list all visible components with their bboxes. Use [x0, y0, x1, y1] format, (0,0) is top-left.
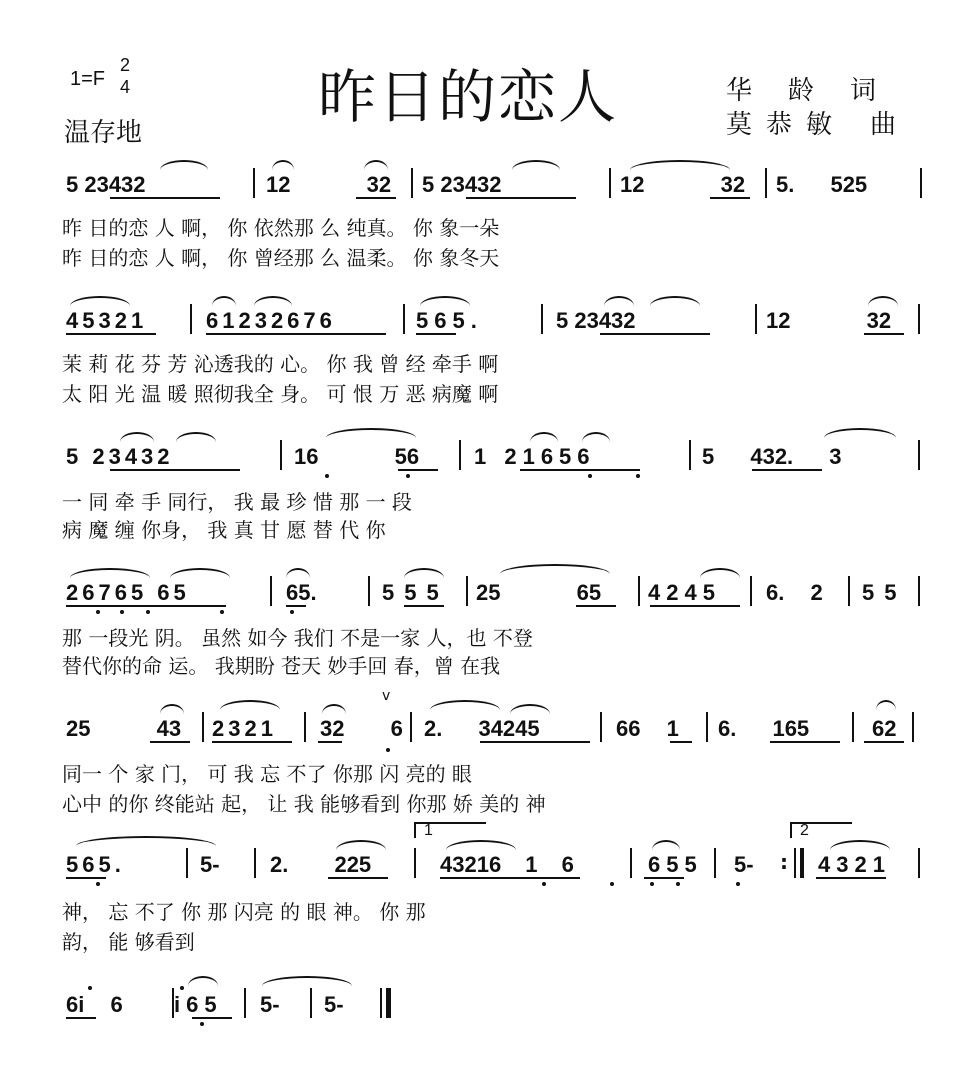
- lyricist-credit: [726, 70, 876, 107]
- time-signature: [120, 54, 130, 98]
- measure: 4245: [648, 580, 721, 605]
- measure: 4321: [818, 852, 891, 877]
- key-signature: [70, 55, 131, 97]
- measure: 16 56: [294, 444, 420, 469]
- lyrics-row-2-verse-2: 太 阳 光 温 暖 照彻我全 身。 可 恨 万 恶 病魔 啊: [62, 382, 499, 406]
- measure: 5. 525: [776, 172, 868, 197]
- composer-char-3: 敏: [806, 110, 833, 140]
- volta-2-number: 2: [800, 822, 809, 839]
- measure: 65.: [286, 580, 317, 605]
- lyrics-row-4-verse-1: 那 一段光 阴。 虽然 如今 我们 不是一家 人，也 不登: [62, 626, 533, 650]
- lyricist-char-3: 词: [850, 76, 877, 106]
- measure: 5-: [734, 852, 754, 877]
- lyrics-row-1-verse-2: 昨 日的恋 人 啊， 你 曾经那 么 温柔。 你 象冬天: [62, 246, 500, 270]
- measure: 61232676: [206, 308, 336, 333]
- time-top: 2: [120, 55, 131, 75]
- song-title: 昨日的恋人: [318, 63, 619, 131]
- measure: 2. 225: [270, 852, 372, 877]
- measure: 12 32: [620, 172, 746, 197]
- measure: 6. 2: [766, 580, 823, 605]
- lyrics-row-1-verse-1: 昨 日的恋 人 啊， 你 依然那 么 纯真。 你 象一朵: [62, 216, 500, 240]
- measure: 32 6: [320, 716, 403, 741]
- measure: 25 65: [476, 580, 602, 605]
- measure: 5-: [260, 992, 280, 1017]
- final-barline: [386, 988, 391, 1018]
- time-bottom: 4: [120, 77, 131, 97]
- lyrics-row-5-verse-2: 心中 的你 终能站 起， 让 我 能够看到 你那 娇 美的 神: [62, 792, 546, 816]
- measure: i65: [174, 992, 223, 1017]
- tempo-marking: 温存地: [64, 118, 143, 148]
- measure: 12 32: [766, 308, 892, 333]
- measure: 5 23432: [66, 172, 146, 197]
- measure: 43216 1 6: [440, 852, 574, 877]
- breath-mark: v: [382, 688, 391, 704]
- lyrics-row-6-verse-2: 韵， 能 够看到: [62, 930, 195, 954]
- measure: 45321: [66, 308, 148, 333]
- measure: 2. 34245: [424, 716, 540, 741]
- lyrics-row-5-verse-1: 同一 个 家 门， 可 我 忘 不了 你那 闪 亮的 眼: [62, 762, 472, 786]
- measure: 5-: [200, 852, 220, 877]
- measure: 26765 65: [66, 580, 190, 605]
- measure: 555: [382, 580, 449, 605]
- measure: 6i 6: [66, 992, 123, 1017]
- measure: 55: [862, 580, 907, 605]
- repeat-dots: :: [780, 850, 788, 874]
- measure: 66 1: [616, 716, 679, 741]
- measure: 5 23432: [556, 308, 636, 333]
- measure: 6. 165: [718, 716, 810, 741]
- composer-char-2: 恭: [766, 110, 793, 140]
- lyrics-row-3-verse-1: 一 同 牵 手 同行， 我 最 珍 惜 那 一 段: [62, 490, 412, 514]
- measure: 1 21656: [474, 444, 596, 469]
- measure: 2321: [212, 716, 277, 741]
- composer-char-4: 曲: [870, 110, 897, 140]
- volta-1-number: 1: [424, 822, 433, 839]
- lyricist-char-1: 华: [726, 76, 753, 106]
- measure: 25 43: [66, 716, 182, 741]
- lyrics-row-6-verse-1: 神， 忘 不了 你 那 闪亮 的 眼 神。 你 那: [62, 900, 426, 924]
- measure: 5 23432: [66, 444, 174, 469]
- measure: 565.: [66, 852, 125, 877]
- composer-credit: [726, 104, 896, 141]
- composer-char-1: 莫: [726, 110, 753, 140]
- measure: 5 432. 3: [702, 444, 842, 469]
- measure: 5-: [324, 992, 344, 1017]
- lyrics-row-4-verse-2: 替代你的命 运。 我期盼 苍天 妙手回 春，曾 在我: [62, 654, 501, 678]
- measure: 62: [872, 716, 897, 741]
- lyrics-row-2-verse-1: 茉 莉 花 芬 芳 沁透我的 心。 你 我 曾 经 牵手 啊: [62, 352, 499, 376]
- lyricist-char-2: 龄: [788, 76, 815, 106]
- lyrics-row-3-verse-2: 病 魔 缠 你身， 我 真 甘 愿 替 代 你: [62, 518, 386, 542]
- measure: 655: [648, 852, 703, 877]
- measure: 565.: [416, 308, 483, 333]
- key-label: 1=F: [70, 68, 106, 90]
- measure: 5 23432: [422, 172, 502, 197]
- measure: 12 32: [266, 172, 392, 197]
